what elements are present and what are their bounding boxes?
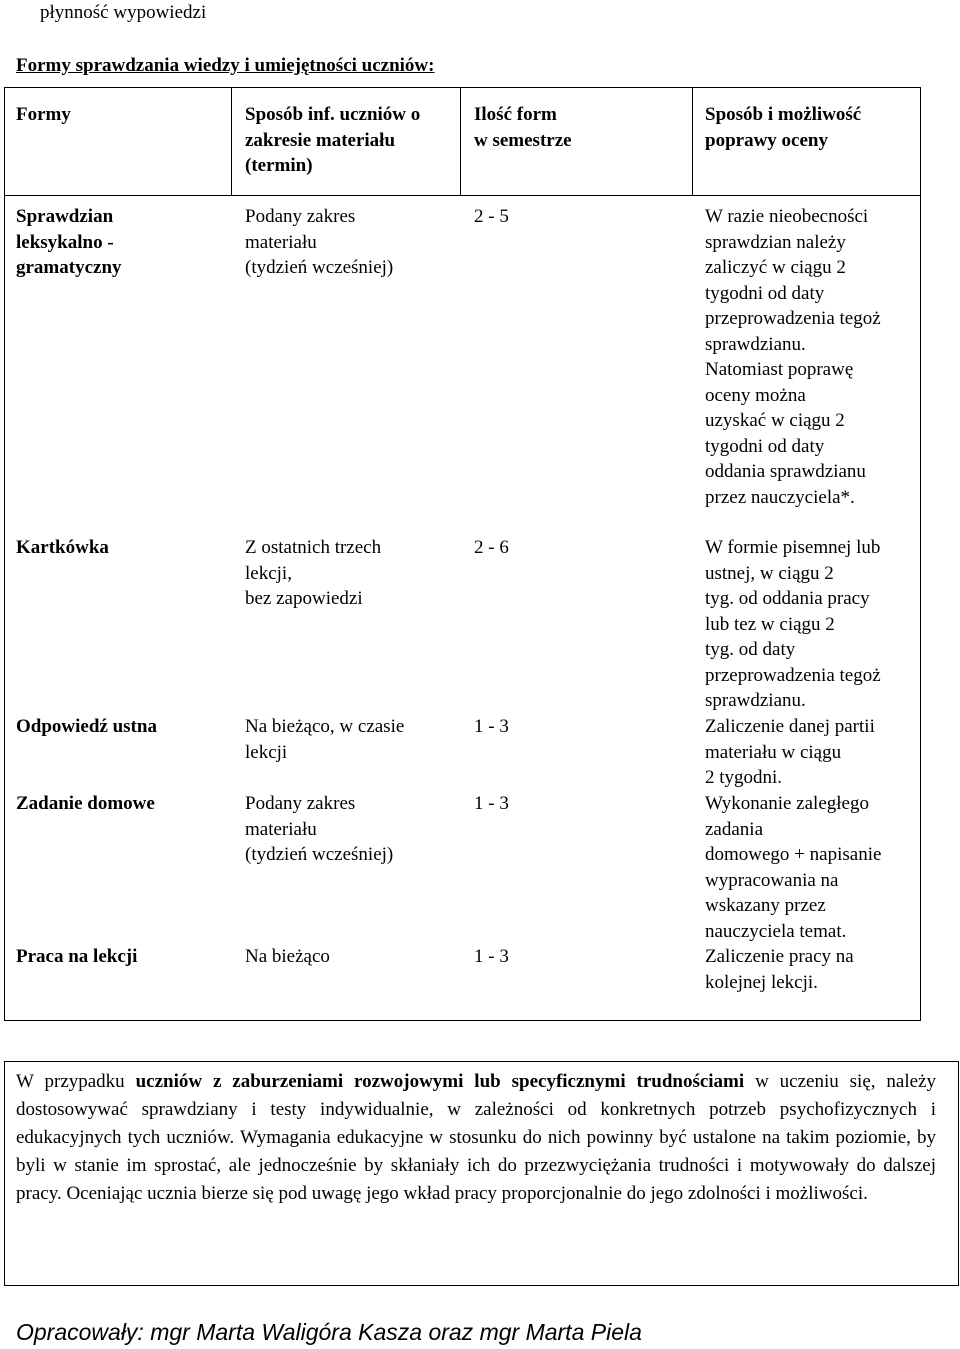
table-header-forms: Formy — [16, 104, 71, 125]
table-header-info — [245, 102, 420, 179]
column-divider — [692, 87, 693, 195]
table-row-correction: Wykonanie zaległego zadania domowego + napisanie wypracowania na wskazany przez nauczyciela temat. — [705, 793, 882, 942]
table-row-correction: W razie nieobecności sprawdzian należy zaliczyć w ciągu 2 tygodni od daty przeprowadzenia tegoż sprawdzianu. Natomiast poprawę oceny można uzyskać w ciągu 2 tygodni od daty oddania sprawdzianu przez nauczyciela*. — [705, 206, 881, 508]
table-row-form: Zadanie domowe — [16, 793, 155, 814]
note-suffix: w uczeniu się, należy dostosowywać sprawdziany i testy indywidualnie, w zależności od konkretnych potrzeb psychofizycznych i edukacyjnych tych uczniów. Wymagania edukacyjne w stosunku do nich powinny być ustalone na takim poziomie, by byli w stanie im sprostać, ale jednocześnie by skłaniały ich do przezwyciężania trudności i motywowały do dalszej pracy. Oceniając ucznia bierze się pod uwagę jego wkład pracy proporcjonalnie do jego zdolności i możliwości. — [16, 1071, 936, 1204]
author-signature: Opracowały: mgr Marta Waligóra Kasza oraz mgr Marta Piela — [16, 1319, 642, 1345]
table-row-count: 2 - 6 — [474, 537, 509, 558]
table-row-count: 1 - 3 — [474, 946, 509, 967]
table-row-info: Na bieżąco — [245, 946, 330, 967]
table-row-count: 1 - 3 — [474, 793, 509, 814]
note-paragraph — [16, 1068, 936, 1208]
table-row-correction: W formie pisemnej lub ustnej, w ciągu 2 tyg. od oddania pracy lub tez w ciągu 2 tyg. od daty przeprowadzenia tegoż sprawdzianu. — [705, 537, 881, 711]
table-header-correction: Sposób i możliwość poprawy oceny — [705, 104, 862, 151]
table-row-count: 2 - 5 — [474, 206, 509, 227]
column-divider — [231, 87, 232, 195]
table-row-count: 1 - 3 — [474, 716, 509, 737]
section-heading: Formy sprawdzania wiedzy i umiejętności uczniów: — [16, 55, 435, 76]
table-row-correction: Zaliczenie pracy na kolejnej lekcji. — [705, 946, 854, 993]
table-row-info: Z ostatnich trzech lekcji, bez zapowiedzi — [245, 537, 382, 609]
table-row-correction: Zaliczenie danej partii materiału w ciągu 2 tygodni. — [705, 716, 875, 788]
table-header-count: Ilość form w semestrze — [474, 104, 572, 151]
note-bold-phrase: uczniów z zaburzeniami rozwojowymi lub specyficznymi trudnościami — [135, 1071, 745, 1092]
intro-text: płynność wypowiedzi — [40, 2, 207, 23]
table-row-info: Podany zakres materiału (tydzień wcześniej) — [245, 206, 394, 278]
note-prefix: W przypadku — [16, 1071, 136, 1092]
table-row-info: Na bieżąco, w czasie lekcji — [245, 716, 405, 763]
table-row-form: Kartkówka — [16, 537, 109, 558]
table-row-info: Podany zakres materiału (tydzień wcześniej) — [245, 793, 394, 865]
table-row-form: Praca na lekcji — [16, 946, 138, 967]
table-row-form: Sprawdzian leksykalno - gramatyczny — [16, 206, 122, 278]
table-header-divider — [4, 195, 921, 196]
table-row-form: Odpowiedź ustna — [16, 716, 157, 737]
table-header-info-text: Sposób inf. uczniów o zakresie materiału (termin) — [245, 104, 421, 176]
column-divider — [460, 87, 461, 195]
